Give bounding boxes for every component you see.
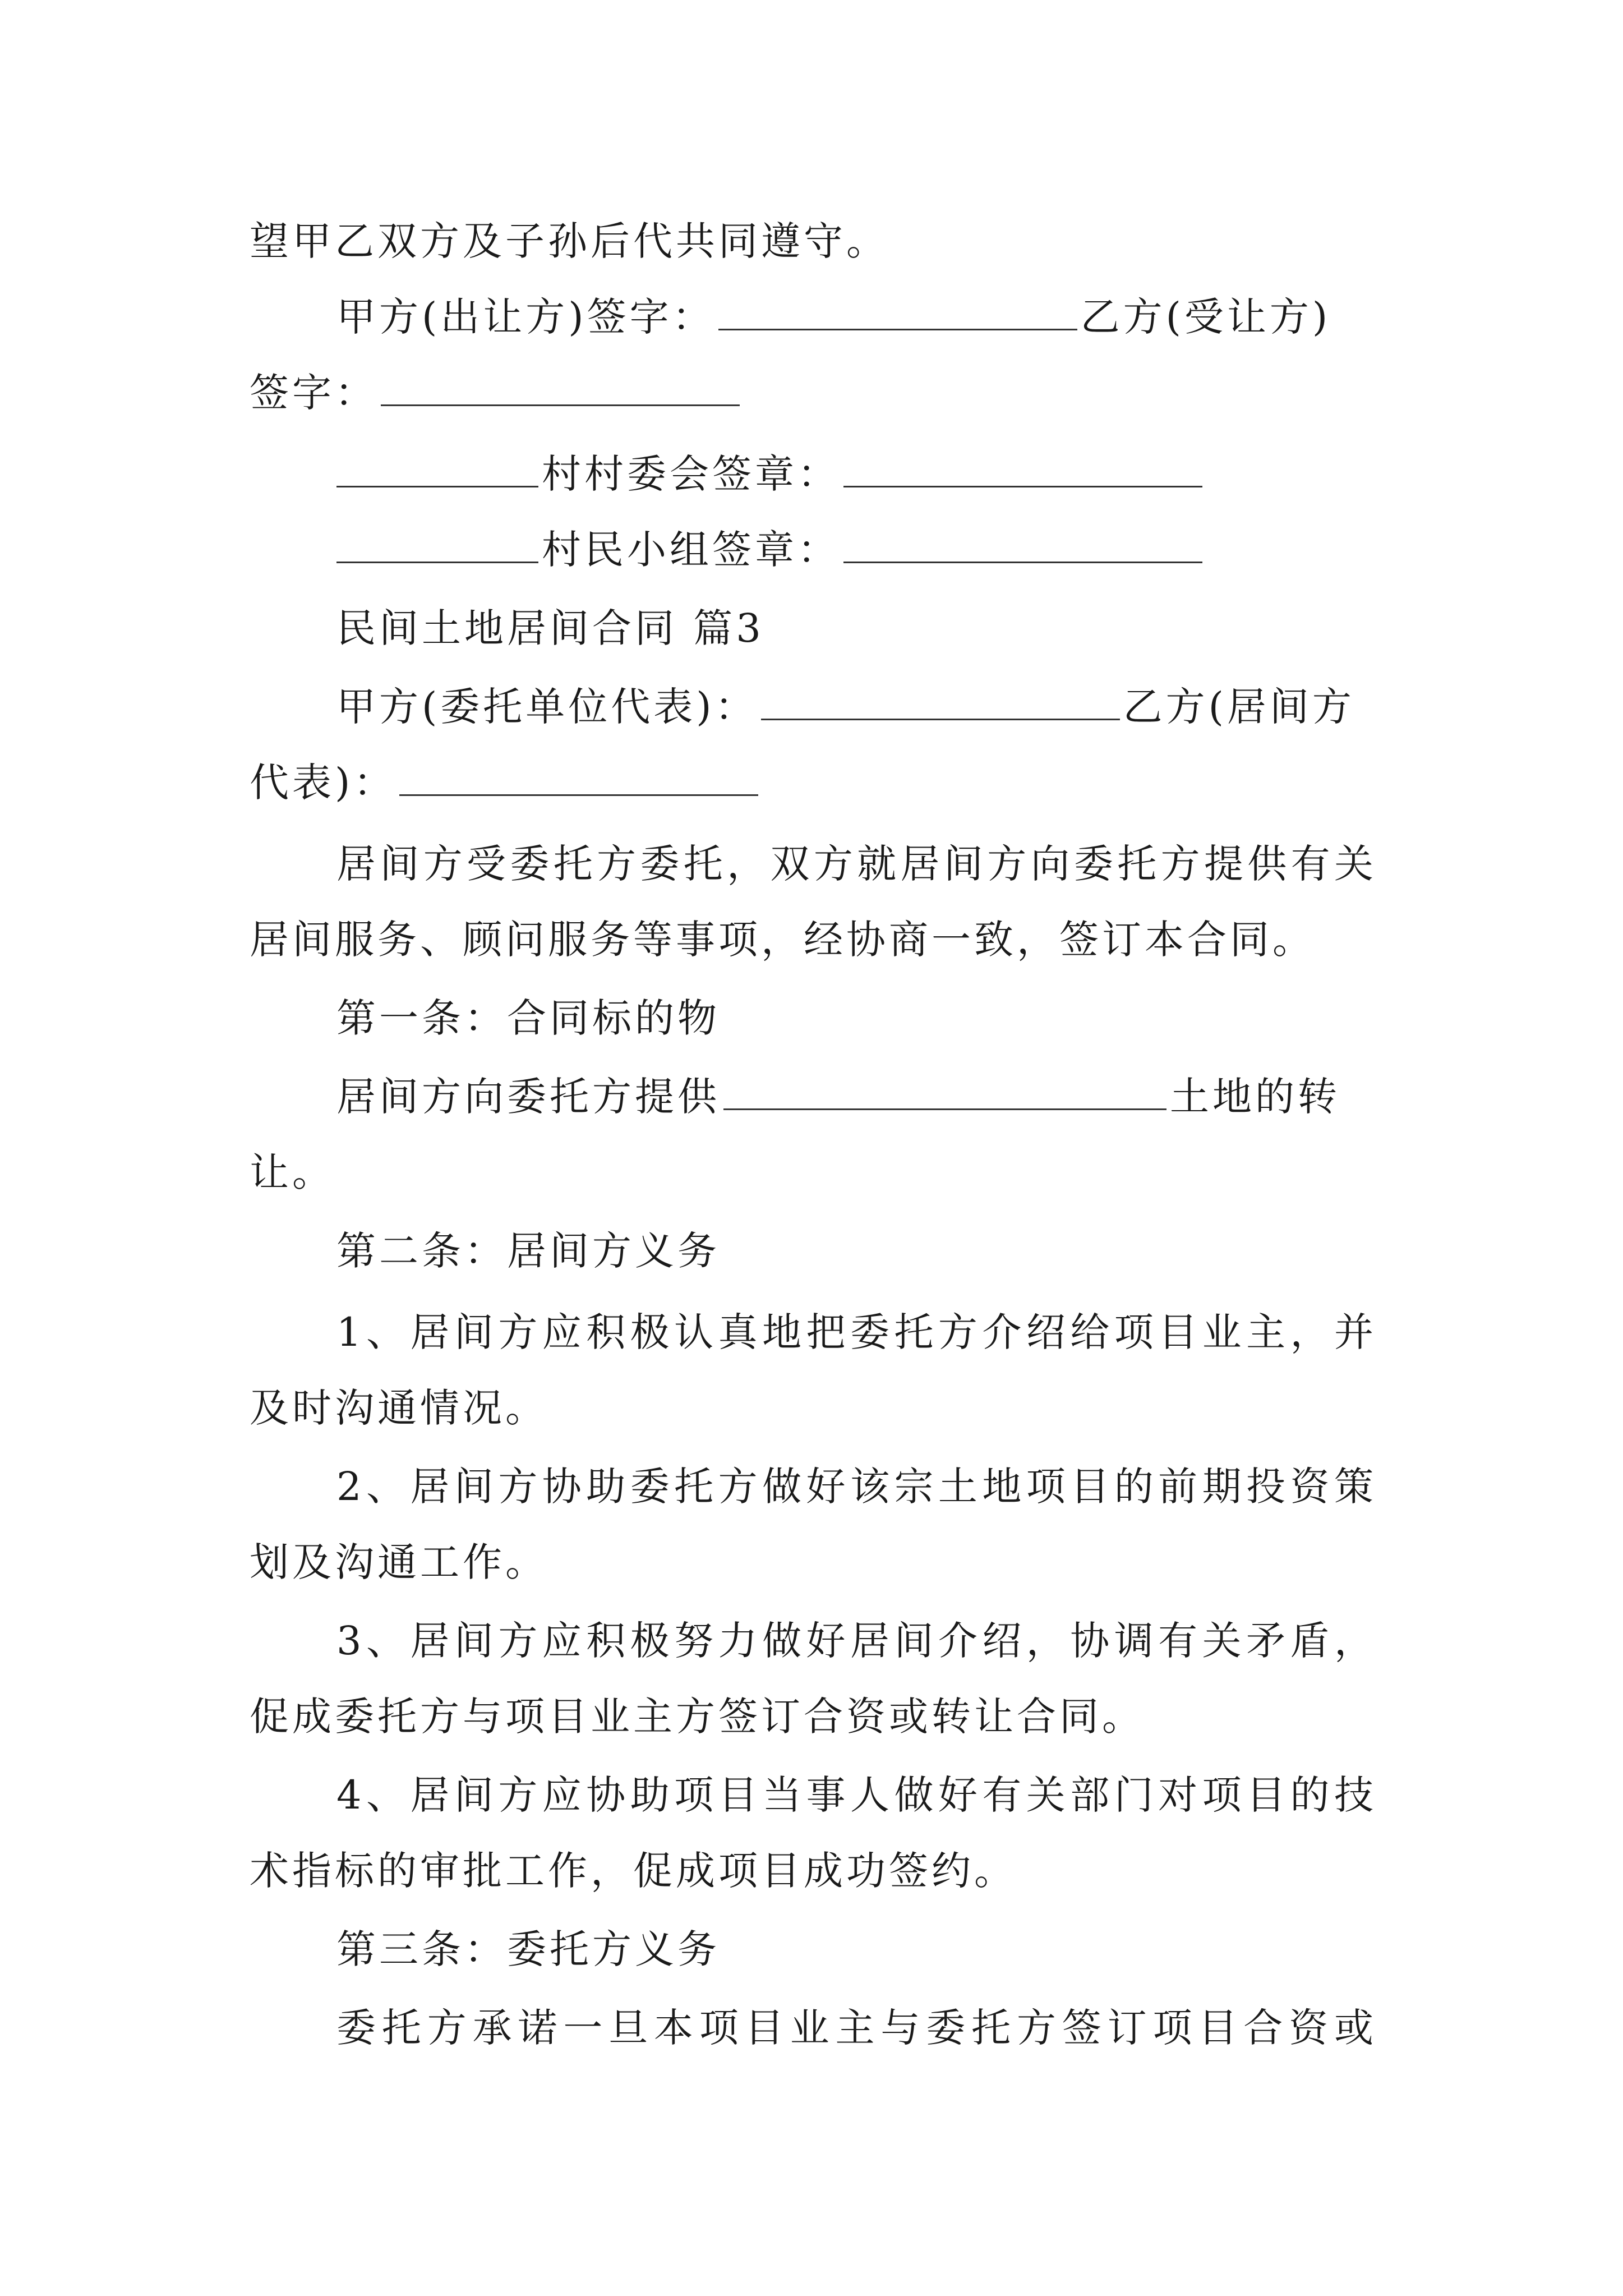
label-party-b: 乙方(受让方) (1080, 294, 1331, 340)
signature-blank (718, 295, 1077, 330)
article-heading (336, 1921, 720, 1977)
paragraph-line (336, 1767, 1377, 1823)
text-segment: 划及沟通工作。 (250, 1539, 548, 1585)
label-villager-group-seal: 村民小组签章： (542, 527, 840, 573)
section-heading (336, 600, 764, 656)
article-title: 第三条：委托方义务 (336, 1926, 720, 1972)
paragraph-line (250, 1380, 548, 1436)
label-representative: 代表)： (250, 760, 396, 806)
text-segment: 居间服务、顾问服务等事项，经协商一致，签订本合同。 (250, 917, 1315, 963)
paragraph-line (336, 836, 1377, 892)
paragraph-line (250, 1534, 548, 1590)
seal-blank (843, 528, 1202, 563)
text-segment: 3、居间方应积极努力做好居间介绍，协调有关矛盾， (336, 1618, 1377, 1664)
paragraph-line (250, 912, 1315, 968)
label-village-committee-seal: 村村委会签章： (542, 451, 840, 497)
text-segment: 1、居间方应积极认真地把委托方介绍给项目业主，并 (336, 1309, 1377, 1355)
paragraph-line (336, 1304, 1377, 1360)
representative-blank (399, 761, 758, 796)
text-segment: 居间方向委托方提供 (336, 1074, 720, 1120)
label-signature: 签字： (250, 370, 377, 416)
villager-group-seal-line (336, 522, 1206, 578)
label-party-a-signature: 甲方(出让方)签字： (336, 294, 715, 340)
text-segment: 2、居间方协助委托方做好该宗土地项目的前期投资策 (336, 1464, 1377, 1510)
party-a-representative-line (336, 679, 1355, 735)
paragraph-line (336, 1458, 1377, 1515)
signature-line-party-b (250, 365, 743, 421)
seal-blank (336, 452, 538, 487)
article-heading (336, 990, 720, 1046)
paragraph-line (250, 1144, 335, 1200)
text-segment: 及时沟通情况。 (250, 1385, 548, 1431)
representative-blank (761, 685, 1120, 720)
text-segment: 术指标的审批工作，促成项目成功签约。 (250, 1848, 1017, 1894)
paragraph-line (250, 1843, 1017, 1899)
label-party-a-representative: 甲方(委托单位代表)： (336, 684, 758, 730)
signature-blank (381, 371, 740, 406)
section-title: 民间土地居间合同 篇3 (336, 605, 764, 651)
text-segment: 4、居间方应协助项目当事人做好有关部门对项目的技 (336, 1772, 1377, 1818)
text-segment: 土地的转 (1170, 1074, 1340, 1120)
village-committee-seal-line (336, 446, 1206, 502)
text-segment: 委托方承诺一旦本项目业主与委托方签订项目合资或 (336, 2005, 1377, 2051)
signature-line-party-a (336, 289, 1331, 345)
party-b-representative-line (250, 754, 762, 811)
land-blank (723, 1075, 1166, 1110)
paragraph-line (336, 2000, 1377, 2056)
article-heading (336, 1223, 720, 1279)
paragraph-line (250, 1688, 1145, 1745)
text-line (250, 213, 889, 269)
text-segment: 促成委托方与项目业主方签订合资或转让合同。 (250, 1694, 1145, 1740)
text-segment: 居间方受委托方委托，双方就居间方向委托方提供有关 (336, 841, 1377, 887)
label-party-b-representative: 乙方(居间方 (1123, 684, 1355, 730)
article-title: 第一条：合同标的物 (336, 995, 720, 1041)
seal-blank (843, 452, 1202, 487)
paragraph-line (336, 1613, 1377, 1669)
subject-matter-line (336, 1069, 1340, 1125)
text-segment: 让。 (250, 1149, 335, 1195)
seal-blank (336, 528, 538, 563)
article-title: 第二条：居间方义务 (336, 1228, 720, 1274)
text-segment: 望甲乙双方及子孙后代共同遵守。 (250, 218, 889, 264)
